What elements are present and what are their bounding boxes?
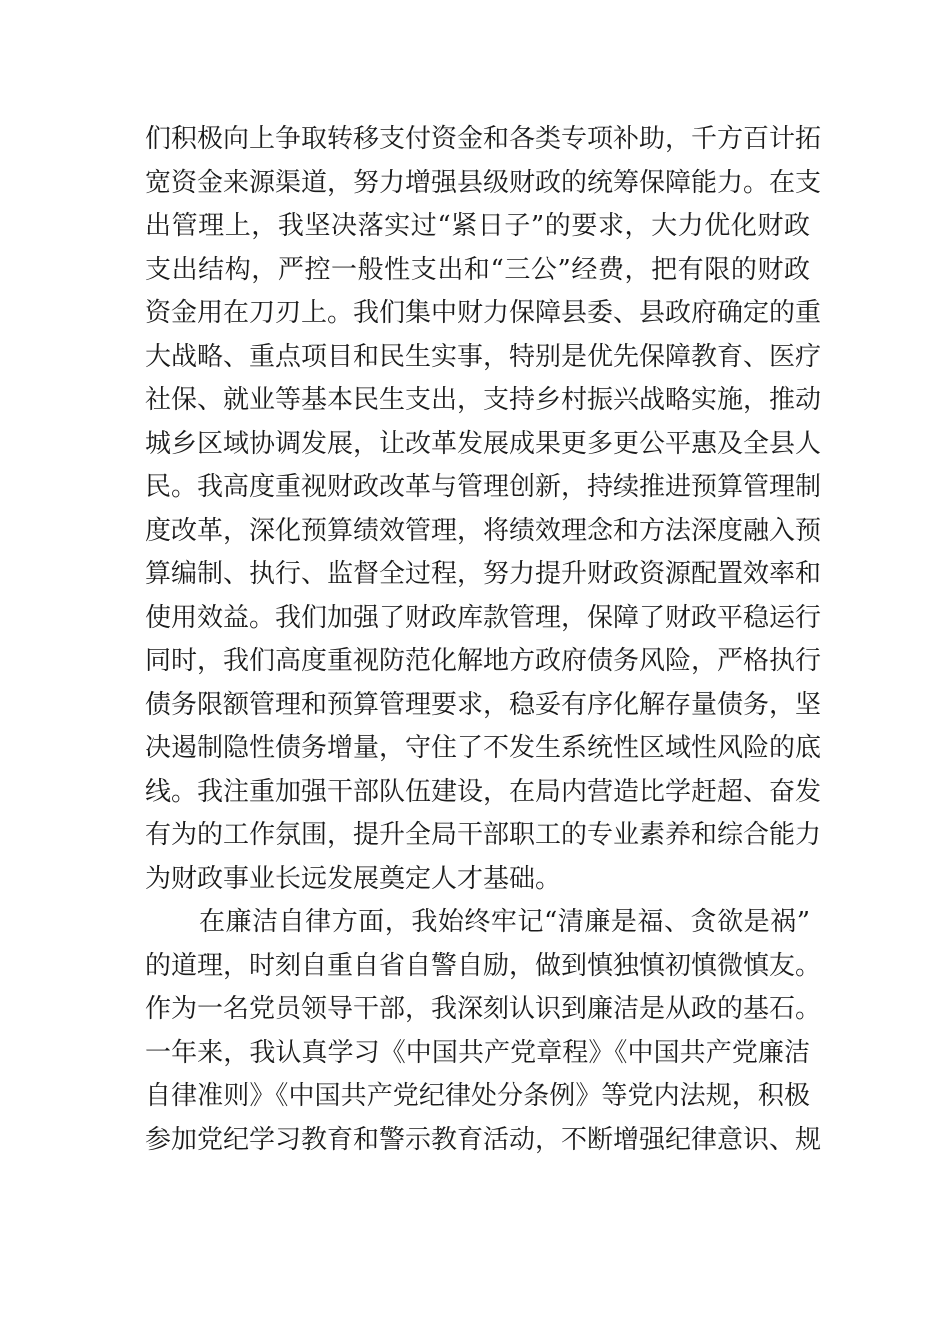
text-line: 宽资金来源渠道，努力增强县级财政的统筹保障能力。在支 <box>145 167 822 198</box>
text-line: 决遏制隐性债务增量，守住了不发生系统性区域性风险的底 <box>145 733 822 763</box>
text-line: 作为一名党员领导干部，我深刻认识到廉洁是从政的基石。 <box>145 994 822 1024</box>
text-line: 社保、就业等基本民生支出，支持乡村振兴战略实施，推动 <box>145 385 822 415</box>
text-line: 们积极向上争取转移支付资金和各类专项补助，千方百计拓 <box>145 124 822 154</box>
text-line: 一年来，我认真学习《中国共产党章程》《中国共产党廉洁 <box>145 1037 810 1068</box>
text-line: 使用效益。我们加强了财政库款管理，保障了财政平稳运行 <box>145 602 822 633</box>
text-line: 自律准则》《中国共产党纪律处分条例》等党内法规，积极 <box>145 1081 810 1111</box>
text-line: 度改革，深化预算绩效管理，将绩效理念和方法深度融入预 <box>145 515 822 546</box>
text-line: 为财政事业长远发展奠定人才基础。 <box>145 863 562 894</box>
text-line: 同时，我们高度重视防范化解地方政府债务风险，严格执行 <box>145 646 822 676</box>
text-line: 出管理上，我坚决落实过“紧日子”的要求，大力优化财政 <box>145 211 810 241</box>
text-line: 民。我高度重视财政改革与管理创新，持续推进预算管理制 <box>145 472 822 502</box>
work-paragraph <box>145 118 822 901</box>
text-line: 参加党纪学习教育和警示教育活动，不断增强纪律意识、规 <box>145 1124 822 1155</box>
document-body <box>145 118 822 1162</box>
text-line: 算编制、执行、监督全过程，努力提升财政资源配置效率和 <box>145 559 822 589</box>
integrity-paragraph <box>145 901 822 1162</box>
text-line: 线。我注重加强干部队伍建设，在局内营造比学赶超、奋发 <box>145 776 822 807</box>
text-line: 债务限额管理和预算管理要求，稳妥有序化解存量债务，坚 <box>145 689 822 720</box>
text-line: 城乡区域协调发展，让改革发展成果更多更公平惠及全县人 <box>145 428 822 459</box>
text-line: 资金用在刀刃上。我们集中财力保障县委、县政府确定的重 <box>145 298 822 328</box>
text-line: 支出结构，严控一般性支出和“三公”经费，把有限的财政 <box>145 254 810 285</box>
text-line: 有为的工作氛围，提升全局干部职工的专业素养和综合能力 <box>145 820 822 850</box>
text-line: 的道理，时刻自重自省自警自励，做到慎独慎初慎微慎友。 <box>145 950 822 981</box>
text-line: 大战略、重点项目和民生实事，特别是优先保障教育、医疗 <box>145 341 822 372</box>
text-line: 在廉洁自律方面，我始终牢记“清廉是福、贪欲是祸” <box>199 907 810 937</box>
